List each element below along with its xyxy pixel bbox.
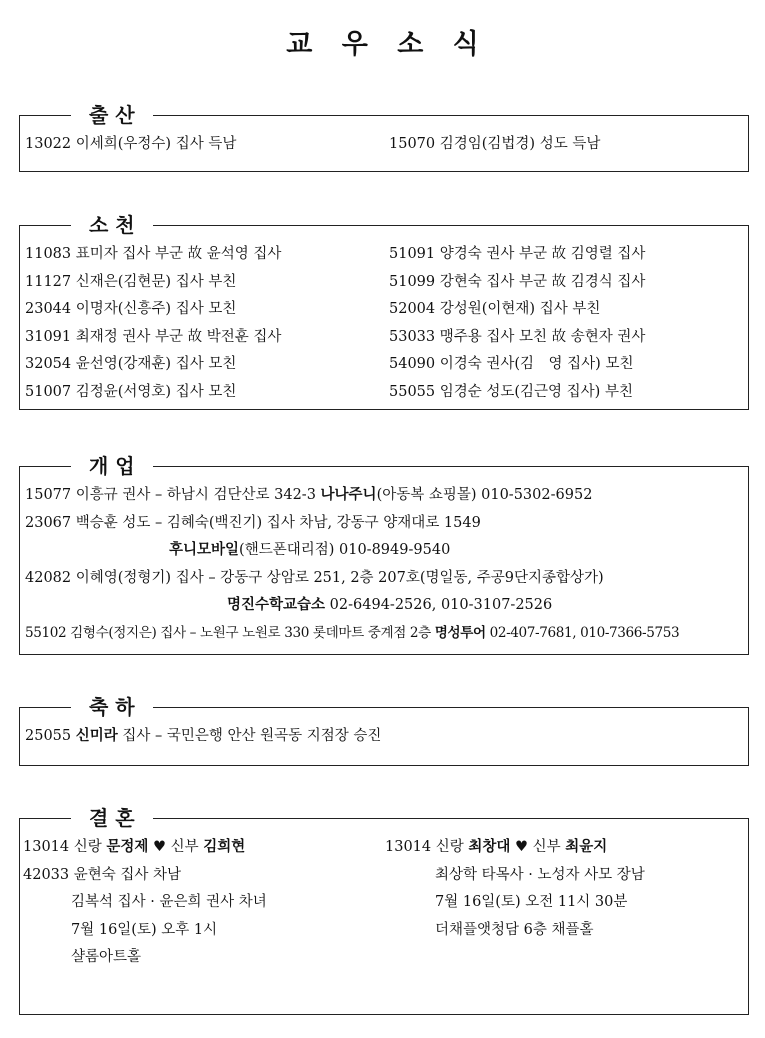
entry-right: 더채플앳청담 6층 채플홀 — [435, 921, 594, 938]
list-item — [25, 539, 743, 567]
section-title-opening — [71, 448, 153, 484]
section-header — [19, 97, 749, 133]
list-item — [25, 594, 743, 622]
list-item — [23, 919, 743, 947]
entry-text — [25, 622, 679, 644]
entry-text: 42082 이혜영(정형기) 집사 – 강동구 상암로 251, 2층 207호(명일동, 주공9단지종합상가) — [25, 569, 604, 586]
list-item — [25, 298, 743, 326]
section-title-wedding — [71, 800, 153, 836]
entry-prefix: 55102 김형수(정지은) 집사 – 노원구 노원로 330 롯데마트 중계점 2층 — [25, 624, 435, 641]
section-content — [25, 133, 743, 161]
heading-text: 결 혼 — [89, 806, 135, 830]
entry-right: 15070 김경임(김법경) 성도 득남 — [389, 136, 601, 152]
business-name: 명진수학교습소 — [227, 596, 326, 613]
heading-text: 출 산 — [89, 103, 135, 127]
entry-text — [25, 725, 381, 747]
entry-suffix: 02-6494-2526, 010-3107-2526 — [325, 597, 553, 613]
entry-text — [227, 594, 552, 616]
entry-left: 51007 김정윤(서영호) 집사 모친 — [25, 383, 237, 400]
bride-name: 최윤지 — [565, 838, 608, 855]
heading-text: 개 업 — [89, 454, 135, 478]
entry-prefix: 15077 이흥규 권사 – 하남시 검단산로 342-3 — [25, 487, 321, 503]
heading-text: 축 하 — [89, 695, 135, 719]
section-content — [23, 836, 743, 974]
section-content — [25, 484, 743, 649]
entry-prefix: 13014 신랑 — [23, 839, 107, 855]
section-birth — [19, 97, 749, 172]
list-item — [25, 326, 743, 354]
list-item — [25, 512, 743, 540]
entry-left: 7월 16일(토) 오후 1시 — [71, 921, 218, 938]
list-item — [23, 836, 743, 864]
list-item — [25, 271, 743, 299]
entry-left: 샬롬아트홀 — [71, 949, 142, 965]
entry-right: 최상학 타목사 · 노성자 사모 장남 — [435, 866, 645, 883]
section-congrats — [19, 689, 749, 766]
heart-icon: ♥ 신부 — [510, 839, 566, 855]
page-title: 교 우 소 식 — [286, 29, 489, 60]
entry-left: 23044 이명자(신흥주) 집사 모친 — [25, 301, 237, 317]
section-header — [19, 689, 749, 725]
section-content — [25, 725, 743, 753]
list-item — [23, 891, 743, 919]
list-item — [25, 133, 743, 161]
entry-left: 11127 신재은(김현문) 집사 부친 — [25, 273, 237, 290]
entry-right: 51091 양경숙 권사 부군 故 김영렬 집사 — [389, 246, 646, 262]
entry-right: 7월 16일(토) 오전 11시 30분 — [435, 894, 628, 910]
wedding-couple-left — [23, 836, 245, 858]
list-item — [25, 381, 743, 409]
entry-suffix: 02-407-7681, 010-7366-5753 — [485, 624, 680, 641]
entry-left: 42033 윤현숙 집사 차남 — [23, 866, 182, 883]
list-item — [25, 725, 743, 753]
section-header — [19, 800, 749, 836]
list-item — [25, 243, 743, 271]
business-name: 명성투어 — [434, 624, 486, 641]
section-header — [19, 207, 749, 243]
entry-prefix: 13014 신랑 — [385, 839, 469, 855]
entry-suffix: 집사 – 국민은행 안산 원곡동 지점장 승진 — [117, 728, 382, 744]
business-name: 나나주니 — [320, 486, 377, 503]
list-item — [25, 622, 743, 650]
entry-right: 55055 임경순 성도(김근영 집사) 부친 — [389, 383, 633, 400]
section-wedding — [19, 800, 749, 1015]
entry-suffix: (아동복 쇼핑몰) 010-5302-6952 — [376, 487, 593, 503]
entry-left: 32054 윤선영(강재훈) 집사 모친 — [25, 356, 237, 372]
list-item — [25, 567, 743, 595]
section-header — [19, 448, 749, 484]
heading-text: 소 천 — [89, 213, 135, 237]
entry-text — [25, 484, 592, 506]
heart-icon: ♥ 신부 — [148, 839, 204, 855]
entry-left: 31091 최재정 권사 부군 故 박전훈 집사 — [25, 328, 282, 345]
wedding-couple-right — [385, 836, 607, 858]
entry-left: 11083 표미자 집사 부군 故 윤석영 집사 — [25, 246, 282, 262]
entry-right: 54090 이경숙 권사(김 영 집사) 모친 — [389, 356, 634, 372]
bride-name: 김희현 — [203, 838, 246, 855]
entry-prefix: 25055 — [25, 728, 76, 744]
entry-left: 13022 이세희(우정수) 집사 득남 — [25, 136, 237, 152]
section-opening — [19, 448, 749, 655]
entry-text — [169, 539, 450, 561]
section-content — [25, 243, 743, 408]
entry-right: 53033 맹주용 집사 모친 故 송현자 권사 — [389, 328, 646, 345]
section-title-birth — [71, 97, 153, 133]
groom-name: 최창대 — [468, 838, 511, 855]
entry-text: 23067 백승훈 성도 – 김혜숙(백진기) 집사 차남, 강동구 양재대로 1549 — [25, 514, 481, 531]
business-name: 후니모바일 — [169, 541, 240, 558]
list-item — [25, 353, 743, 381]
section-title-congrats — [71, 689, 153, 725]
section-funeral — [19, 207, 749, 410]
list-item — [23, 946, 743, 974]
entry-suffix: (핸드폰대리점) 010-8949-9540 — [239, 542, 451, 558]
list-item — [23, 864, 743, 892]
list-item — [25, 484, 743, 512]
groom-name: 문정제 — [106, 838, 149, 855]
section-title-funeral — [71, 207, 153, 243]
entry-right: 51099 강현숙 집사 부군 故 김경식 집사 — [389, 273, 646, 290]
person-name: 신미라 — [75, 727, 118, 744]
entry-left: 김복석 집사 · 윤은희 권사 차녀 — [71, 894, 267, 910]
entry-right: 52004 강성원(이현재) 집사 부친 — [389, 301, 601, 317]
